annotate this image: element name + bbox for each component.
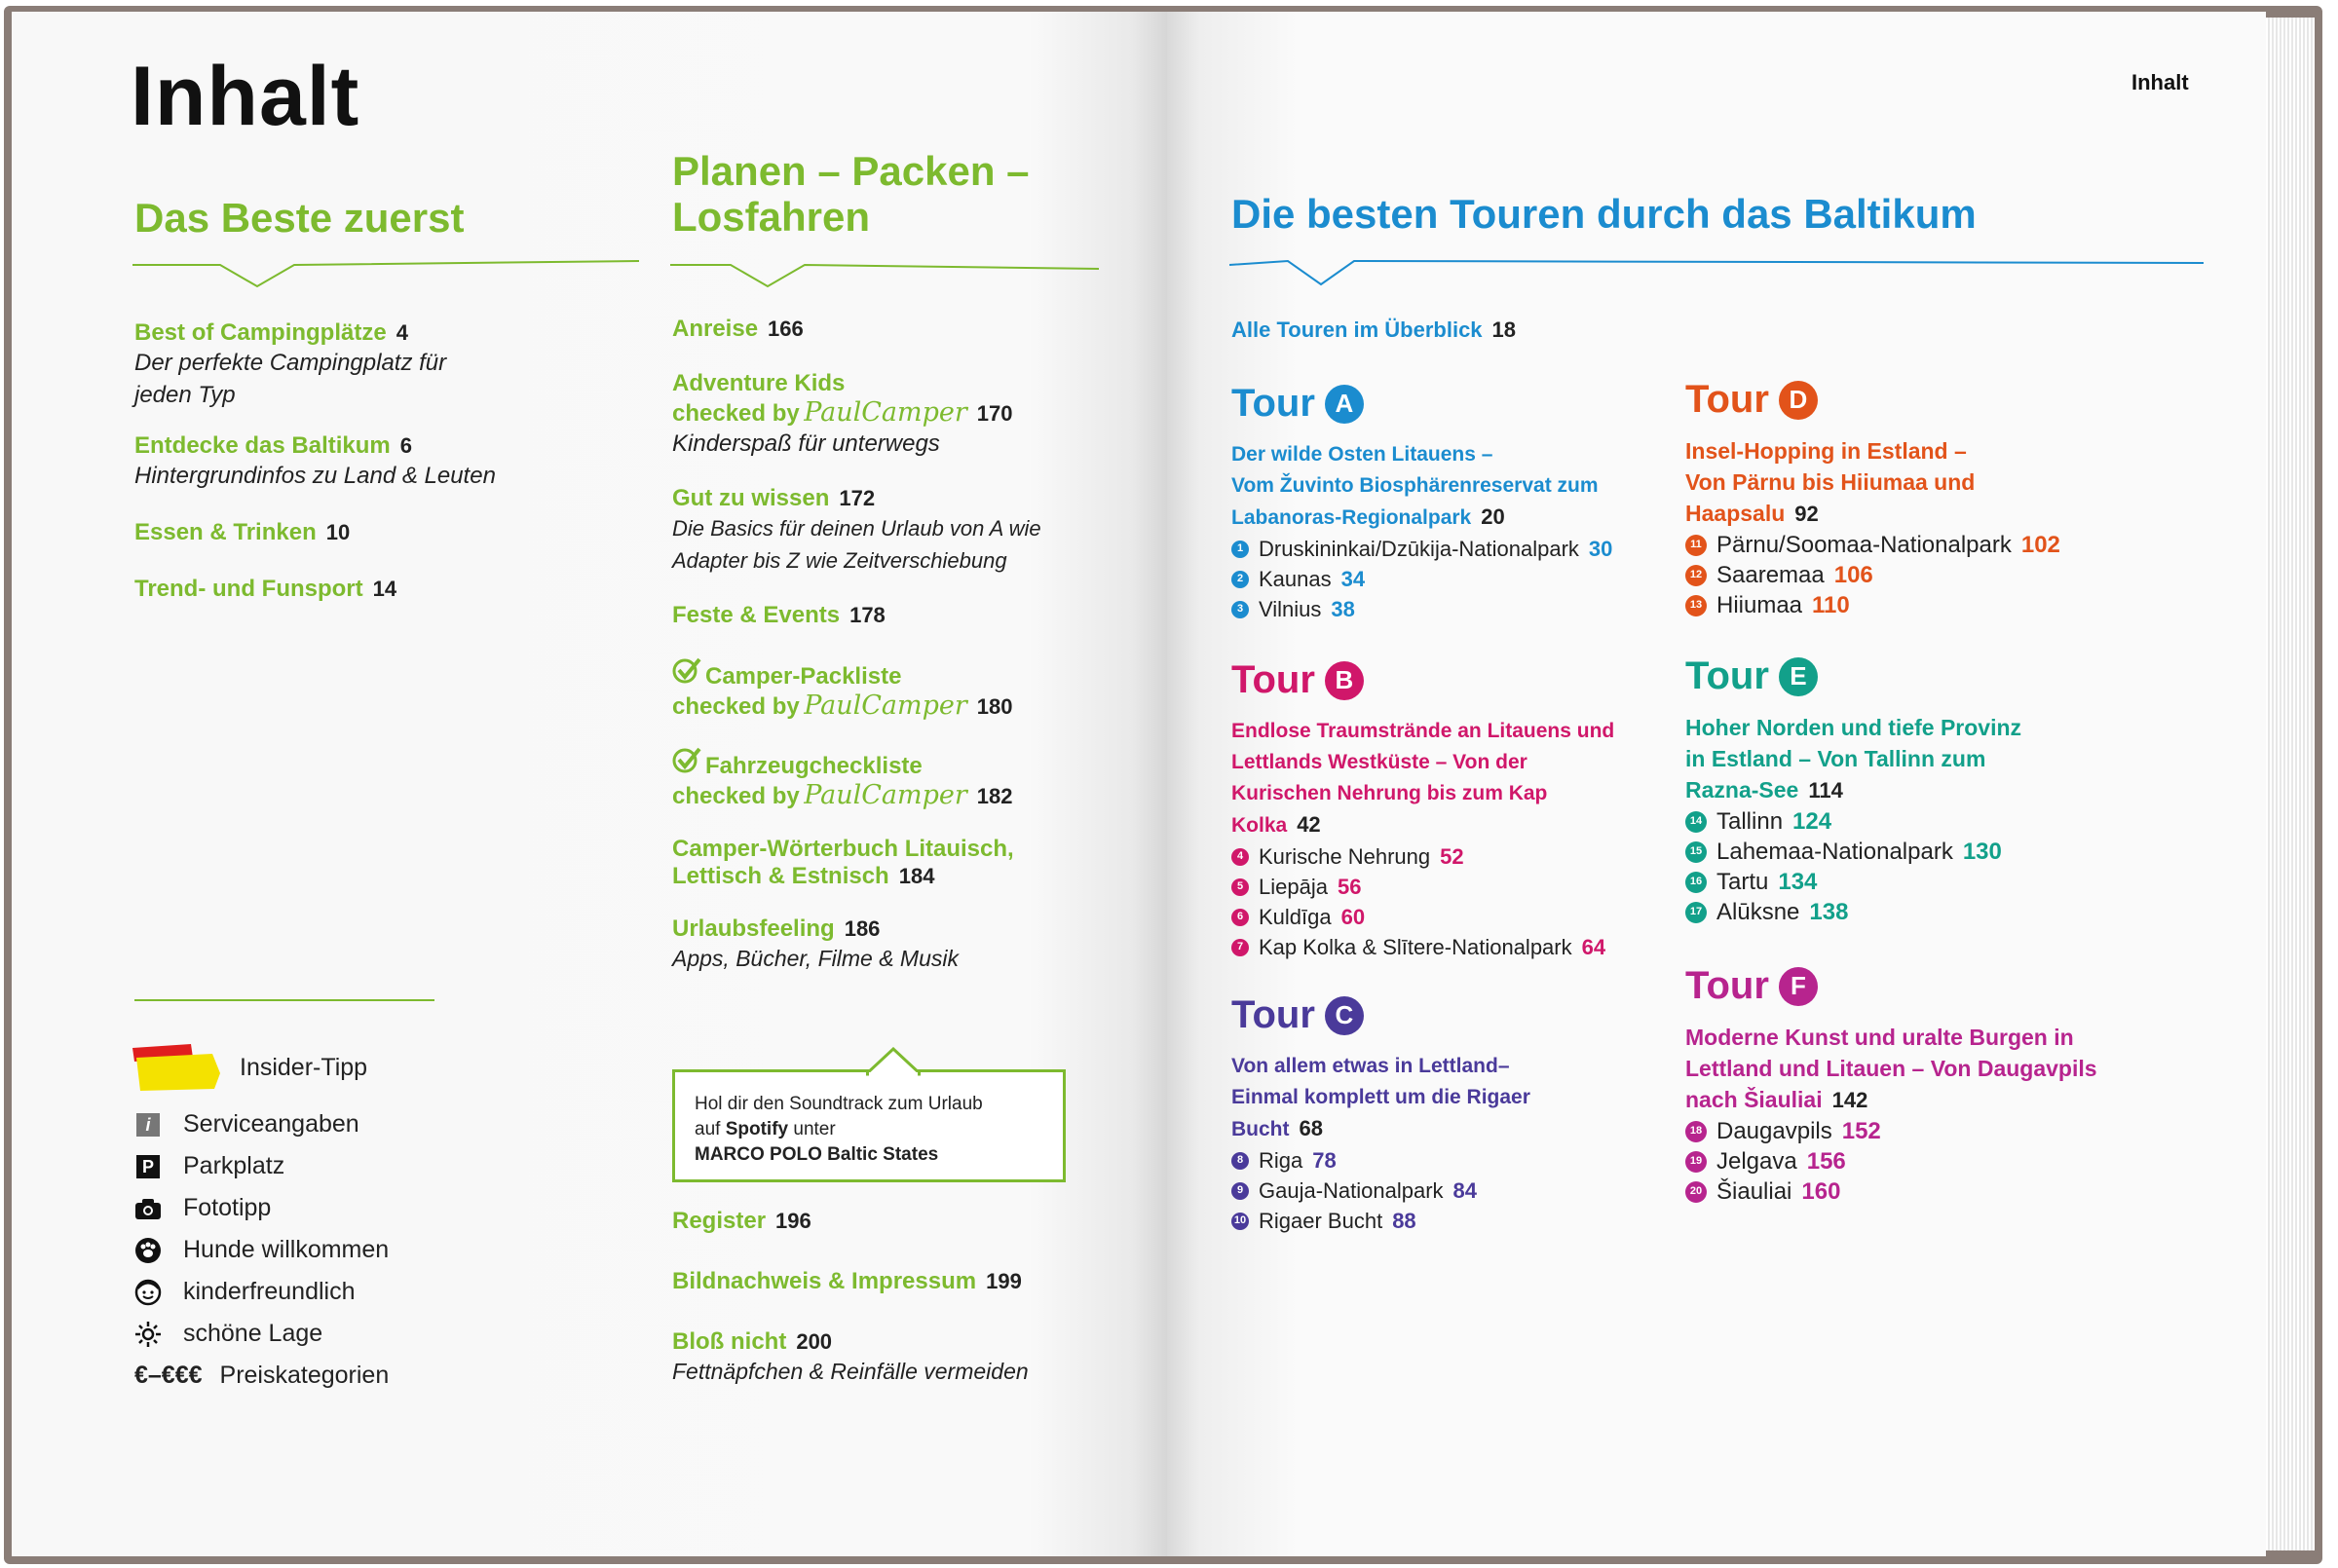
stop-number: 13 [1685, 595, 1707, 616]
tour-c[interactable] [1231, 993, 1660, 1236]
entry-title: Gut zu wissen [672, 485, 830, 511]
tour-stop[interactable] [1231, 841, 1679, 872]
spotify-line2a: auf [695, 1119, 726, 1139]
stop-name: Vilnius [1259, 597, 1322, 621]
legend-label: Serviceangaben [183, 1110, 359, 1138]
entry-title: Adventure Kids [672, 370, 846, 396]
entry-title: Essen & Trinken [134, 519, 317, 545]
section-heading-planen [672, 148, 1030, 240]
stop-number: 9 [1231, 1182, 1249, 1200]
legend-label: Hunde willkommen [183, 1236, 390, 1263]
stop-number: 8 [1231, 1152, 1249, 1170]
stop-page: 102 [2020, 532, 2060, 558]
entry-desc: Hintergrundinfos zu Land & Leuten [134, 463, 496, 489]
overview-entry[interactable] [1231, 317, 1516, 343]
legend-photo [129, 1194, 518, 1222]
stop-page: 84 [1452, 1178, 1478, 1203]
stop-name: Kaunas [1259, 567, 1332, 591]
stop-number: 15 [1685, 841, 1707, 863]
box-arrow [866, 1047, 921, 1076]
stop-number: 4 [1231, 848, 1249, 866]
tour-stop[interactable] [1231, 534, 1660, 564]
stop-name: Saaremaa [1716, 562, 1825, 588]
tour-desc-line: Moderne Kunst und uralte Burgen in [1685, 1025, 2074, 1050]
tour-page: 68 [1299, 1116, 1323, 1140]
stop-page: 60 [1340, 905, 1366, 929]
stop-page: 138 [1809, 899, 1849, 925]
legend-parking [129, 1152, 518, 1180]
tour-badge: B [1325, 661, 1364, 700]
stop-name: Rigaer Bucht [1259, 1209, 1383, 1233]
running-head: Inhalt [2131, 70, 2189, 94]
stop-name: Jelgava [1716, 1148, 1797, 1175]
legend-divider [134, 999, 434, 1001]
spotify-name: Spotify [725, 1119, 789, 1139]
stop-number: 5 [1231, 878, 1249, 896]
tour-page: 42 [1297, 812, 1321, 837]
stop-number: 19 [1685, 1151, 1707, 1173]
entry-adventure-kids[interactable] [672, 370, 1101, 460]
tour-heading [1231, 382, 1660, 426]
brand-logo: PaulCamper [804, 780, 967, 810]
stop-page: 130 [1962, 839, 2002, 865]
tour-stop[interactable] [1231, 872, 1679, 902]
stop-name: Daugavpils [1716, 1118, 1832, 1144]
tour-stop[interactable] [1231, 594, 1660, 624]
tour-desc-line: Von Pärnu bis Hiiumaa und [1685, 469, 1976, 495]
tour-desc [1231, 716, 1679, 841]
stop-number: 2 [1231, 571, 1249, 588]
camera-icon [134, 1195, 162, 1222]
entry-feste[interactable] [672, 602, 1101, 629]
tour-desc [1231, 1051, 1660, 1145]
entry-desc: Der perfekte Campingplatz für [134, 350, 447, 376]
stop-name: Lahemaa-Nationalpark [1716, 839, 1953, 865]
entry-title: Urlaubsfeeling [672, 915, 835, 942]
brand-logo: PaulCamper [804, 691, 967, 721]
entry-page: 184 [898, 864, 935, 888]
entry-desc: Die Basics für deinen Urlaub von A wie [672, 516, 1041, 541]
entry-title: Register [672, 1208, 767, 1234]
tour-stop[interactable] [1685, 1146, 2211, 1176]
stop-name: Šiauliai [1716, 1178, 1792, 1205]
stop-page: 78 [1312, 1148, 1337, 1173]
tour-desc-line: Lettland und Litauen – Von Daugavpils [1685, 1056, 2097, 1081]
tour-a[interactable] [1231, 382, 1660, 624]
tour-stop[interactable] [1685, 806, 2192, 837]
tour-stop[interactable] [1685, 897, 2192, 927]
tour-stop[interactable] [1685, 1116, 2211, 1146]
tour-stop[interactable] [1231, 1145, 1660, 1176]
stop-number: 17 [1685, 902, 1707, 923]
entry-urlaubsfeeling[interactable] [672, 915, 1101, 975]
stop-name: Kuldīga [1259, 905, 1332, 929]
stop-number: 18 [1685, 1121, 1707, 1142]
section-heading-touren: Die besten Touren durch das Baltikum [1231, 191, 1977, 237]
tour-e[interactable] [1685, 654, 2192, 927]
legend-kids [129, 1278, 518, 1306]
stop-number: 1 [1231, 541, 1249, 558]
tour-desc [1231, 439, 1660, 534]
tour-stop[interactable] [1685, 1176, 2211, 1207]
tour-d[interactable] [1685, 378, 2192, 620]
tour-heading [1231, 658, 1679, 702]
tour-desc-line: Von allem etwas in Lettland– [1231, 1055, 1510, 1077]
tour-desc-line: Endlose Traumstrände an Litauens und [1231, 720, 1615, 742]
tour-desc [1685, 1022, 2211, 1116]
entry-page: 170 [976, 401, 1013, 426]
tour-label: Tour [1231, 658, 1315, 701]
entry-page: 10 [325, 520, 351, 544]
entry-anreise[interactable] [672, 316, 1101, 343]
tour-heading [1685, 654, 2192, 698]
parking-icon: P [134, 1153, 162, 1180]
tour-page: 92 [1794, 502, 1819, 526]
entry-title: Entdecke das Baltikum [134, 432, 391, 459]
check-icon [672, 746, 705, 778]
stop-page: 156 [1806, 1148, 1846, 1175]
entry-desc: Apps, Bücher, Filme & Musik [672, 946, 959, 971]
tour-stop[interactable] [1685, 867, 2192, 897]
legend-label: Preiskategorien [219, 1362, 390, 1389]
stop-number: 14 [1685, 811, 1707, 833]
legend-dogs [129, 1236, 518, 1264]
child-face-icon [134, 1279, 162, 1306]
stop-number: 12 [1685, 565, 1707, 586]
stop-page: 56 [1337, 875, 1362, 899]
tour-f[interactable] [1685, 964, 2211, 1207]
entry-page: 178 [849, 603, 886, 627]
entry-desc: Fettnäpfchen & Reinfälle vermeiden [672, 1359, 1029, 1384]
entry-title: Camper-Wörterbuch Litauisch, [672, 836, 1014, 862]
stop-number: 20 [1685, 1181, 1707, 1203]
stop-number: 11 [1685, 535, 1707, 556]
heading-line: Losfahren [672, 194, 871, 240]
stop-page: 30 [1588, 537, 1613, 561]
tour-desc-line: Einmal komplett um die Rigaer [1231, 1086, 1530, 1108]
stop-name: Kap Kolka & Slītere-Nationalpark [1259, 935, 1572, 959]
stop-page: 110 [1812, 592, 1850, 618]
entry-bloss-nicht[interactable] [672, 1328, 1101, 1388]
legend [129, 1040, 518, 1390]
tour-badge: D [1779, 381, 1818, 420]
tour-label: Tour [1231, 382, 1315, 425]
spotify-playlist: MARCO POLO Baltic States [695, 1144, 939, 1165]
paw-icon [134, 1237, 162, 1264]
entry-title-2: checked by [672, 400, 800, 427]
tour-label: Tour [1685, 654, 1769, 697]
stop-name: Gauja-Nationalpark [1259, 1178, 1444, 1203]
tour-stop[interactable] [1231, 932, 1679, 962]
entry-desc: Adapter bis Z wie Zeitverschiebung [672, 548, 1007, 573]
stop-page: 124 [1792, 808, 1832, 835]
stop-name: Alūksne [1716, 899, 1800, 925]
tour-heading [1231, 993, 1660, 1037]
entry-woerterbuch[interactable] [672, 836, 1101, 890]
entry-page: 172 [839, 486, 876, 510]
stop-page: 52 [1440, 844, 1464, 869]
entry-title: Best of Campingplätze [134, 319, 387, 346]
stop-page: 134 [1778, 869, 1818, 895]
info-icon: i [134, 1111, 162, 1139]
legend-label: Insider-Tipp [240, 1053, 368, 1081]
stop-number: 10 [1231, 1213, 1249, 1230]
tour-desc-line: Kolka [1231, 814, 1288, 837]
stop-name: Tallinn [1716, 808, 1784, 835]
tour-desc-line: in Estland – Von Tallinn zum [1685, 746, 1986, 771]
tour-desc [1685, 712, 2192, 806]
spotify-box[interactable] [672, 1069, 1066, 1182]
entry-title-2: checked by [672, 693, 800, 720]
tour-desc-line: Insel-Hopping in Estland – [1685, 438, 1967, 464]
tour-desc [1685, 435, 2192, 530]
heading-underline [1229, 253, 2204, 292]
tour-desc-line: Haapsalu [1685, 501, 1786, 526]
entry-register[interactable] [672, 1208, 1101, 1235]
stop-page: 34 [1340, 567, 1366, 591]
tour-stop[interactable] [1231, 1176, 1660, 1206]
tour-badge: A [1325, 385, 1364, 424]
stop-number: 3 [1231, 601, 1249, 618]
entry-page: 14 [372, 577, 397, 601]
entry-desc: Kinderspaß für unterwegs [672, 430, 940, 457]
tour-stop[interactable] [1685, 560, 2192, 590]
stop-page: 160 [1801, 1178, 1841, 1205]
stop-number: 7 [1231, 939, 1249, 956]
stop-number: 16 [1685, 872, 1707, 893]
heading-line: Planen – Packen – [672, 148, 1030, 194]
tour-b[interactable] [1231, 658, 1679, 962]
legend-label: kinderfreundlich [183, 1278, 356, 1305]
page-title: Inhalt [131, 50, 360, 143]
tour-stop[interactable] [1231, 564, 1660, 594]
tour-desc-line: Kurischen Nehrung bis zum Kap [1231, 782, 1548, 804]
tour-desc-line: Labanoras-Regionalpark [1231, 506, 1472, 529]
stop-page: 64 [1581, 935, 1606, 959]
tour-desc-line: Der wilde Osten Litauens – [1231, 443, 1493, 466]
tour-heading [1685, 378, 2192, 422]
section-heading-best: Das Beste zuerst [134, 195, 465, 241]
stop-name: Riga [1259, 1148, 1303, 1173]
page-edges [2266, 18, 2315, 1550]
stop-name: Druskininkai/Dzūkija-Nationalpark [1259, 537, 1579, 561]
price-icon: €–€€€ [134, 1362, 203, 1389]
entry-entdecke[interactable] [134, 432, 641, 492]
entry-page: 199 [986, 1269, 1022, 1293]
legend-label: Fototipp [183, 1194, 272, 1221]
entry-page: 186 [844, 916, 881, 941]
tour-stop[interactable] [1685, 590, 2192, 620]
col2-entries [672, 316, 1101, 975]
tour-stop[interactable] [1231, 1206, 1660, 1236]
entry-title: Alle Touren im Überblick [1231, 317, 1483, 342]
heading-underline [670, 255, 1099, 294]
tour-stop[interactable] [1231, 902, 1679, 932]
entry-desc: jeden Typ [134, 382, 236, 408]
entry-title: Fahrzeugcheckliste [705, 753, 923, 779]
legend-location [129, 1320, 518, 1348]
stop-name: Tartu [1716, 869, 1769, 895]
tour-desc-line: Vom Žuvinto Biosphärenreservat zum [1231, 474, 1599, 497]
entry-page: 4 [396, 320, 408, 345]
tour-label: Tour [1685, 378, 1769, 421]
heading-underline [132, 255, 639, 294]
tour-badge: F [1779, 967, 1818, 1006]
brand-logo: PaulCamper [804, 397, 967, 428]
col2-entries-bottom [672, 1208, 1101, 1388]
entry-page: 166 [768, 317, 804, 341]
stop-name: Liepāja [1259, 875, 1328, 899]
tour-desc-line: Razna-See [1685, 777, 1799, 803]
check-icon [672, 656, 705, 689]
tour-label: Tour [1685, 964, 1769, 1007]
entry-title: Bildnachweis & Impressum [672, 1268, 977, 1294]
entry-best-of-camping[interactable] [134, 319, 641, 411]
legend-insider [129, 1040, 518, 1095]
stop-page: 88 [1392, 1209, 1416, 1233]
legend-label: Parkplatz [183, 1152, 285, 1179]
tour-label: Tour [1231, 993, 1315, 1036]
tour-desc-line: Lettlands Westküste – Von der [1231, 751, 1527, 773]
sun-icon [134, 1321, 162, 1348]
stop-page: 38 [1331, 597, 1355, 621]
entry-page: 180 [976, 694, 1013, 719]
insider-tip-icon [129, 1040, 222, 1095]
entry-page: 182 [976, 784, 1013, 808]
stop-name: Kurische Nehrung [1259, 844, 1431, 869]
entry-title: Camper-Packliste [705, 663, 902, 690]
entry-title: Trend- und Funsport [134, 576, 363, 602]
entry-packliste[interactable] [672, 656, 1101, 721]
stop-name: Pärnu/Soomaa-Nationalpark [1716, 532, 2012, 558]
tour-badge: C [1325, 996, 1364, 1035]
entry-title: Anreise [672, 316, 759, 342]
entry-essen[interactable] [134, 519, 641, 546]
tour-page: 142 [1831, 1088, 1868, 1112]
entry-title-2: checked by [672, 783, 800, 809]
entry-trend[interactable] [134, 576, 641, 603]
entry-fahrzeugcheckliste[interactable] [672, 746, 1101, 810]
stop-name: Hiiumaa [1716, 592, 1803, 618]
tour-stop[interactable] [1685, 530, 2192, 560]
col1-entries [134, 319, 641, 603]
tour-badge: E [1779, 657, 1818, 696]
tour-desc-line: Bucht [1231, 1118, 1290, 1140]
legend-service [129, 1110, 518, 1139]
legend-label: schöne Lage [183, 1320, 323, 1347]
entry-gut-zu-wissen[interactable] [672, 485, 1101, 577]
legend-price [129, 1362, 518, 1390]
entry-title: Feste & Events [672, 602, 841, 628]
stop-number: 6 [1231, 909, 1249, 926]
stop-page: 152 [1841, 1118, 1881, 1144]
entry-title: Bloß nicht [672, 1328, 787, 1355]
entry-page: 18 [1491, 317, 1517, 342]
tour-page: 114 [1808, 778, 1843, 803]
tour-page: 20 [1481, 504, 1505, 529]
tour-desc-line: Hoher Norden und tiefe Provinz [1685, 715, 2022, 740]
entry-page: 200 [796, 1329, 833, 1354]
stop-page: 106 [1833, 562, 1873, 588]
entry-page: 6 [399, 433, 413, 458]
entry-title-2: Lettisch & Estnisch [672, 863, 889, 889]
spotify-line1: Hol dir den Soundtrack zum Urlaub [695, 1094, 983, 1114]
tour-heading [1685, 964, 2211, 1008]
tour-stop[interactable] [1685, 837, 2192, 867]
tour-desc-line: nach Šiauliai [1685, 1087, 1823, 1112]
entry-bildnachweis[interactable] [672, 1268, 1101, 1295]
entry-page: 196 [775, 1209, 811, 1233]
spotify-line2c: unter [788, 1119, 836, 1139]
